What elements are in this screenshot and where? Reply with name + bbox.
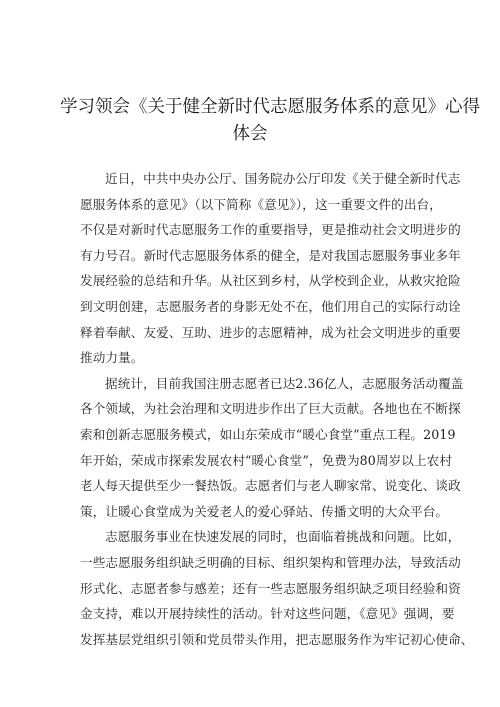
paragraph-line: 年开始，荣成市探索发展农村“暖心食堂”，免费为80周岁以上农村 [80,452,453,468]
paragraph-line: 近日，中共中央办公厅、国务院办公厅印发《关于健全新时代志 [105,171,461,186]
paragraph-line: 发挥基层党组织引领和党员带头作用，把志愿服务作为牢记初心使命、 [80,631,474,647]
document-title-line-1: 学习领会《关于健全新时代志愿服务体系的意见》心得 [60,97,480,117]
paragraph-line: 愿服务体系的意见》（以下简称《意见》），这一重要文件的出台， [80,196,442,212]
paragraph-line: 推动力量。 [80,350,144,366]
paragraph-line: 发展经验的总结和升华。从社区到乡村，从学校到企业，从救灾抢险 [80,273,461,289]
paragraph-line: 有力号召。新时代志愿服务体系的健全，是对我国志愿服务事业多年 [80,247,461,263]
paragraph-line: 金支持，难以开展持续性的活动。针对这些问题，《意见》强调，要 [80,606,455,622]
paragraph-line: 形式化、志愿者参与感差；还有一些志愿服务组织缺乏项目经验和资 [80,580,461,596]
paragraph-line: 索和创新志愿服务模式，如山东荣成市“暖心食堂”重点工程。2019 [80,426,456,442]
paragraph-line: 据统计，目前我国注册志愿者已达2.36亿人，志愿服务活动覆盖 [105,375,464,391]
paragraph-line: 一些志愿服务组织缺乏明确的目标、组织架构和管理办法，导致活动 [80,554,461,570]
paragraph-2 [80,371,464,525]
document-body [80,166,474,652]
paragraph-line: 老人每天提供至少一餐热饭。志愿者们与老人聊家常、说变化、谈政 [80,478,461,494]
paragraph-line: 到文明创建，志愿服务者的身影无处不在，他们用自己的实际行动诠 [80,298,461,314]
paragraph-line: 释着奉献、友爱、互助、进步的志愿精神，成为社会文明进步的重要 [80,324,461,340]
paragraph-1 [80,166,461,371]
paragraph-line: 策，让暖心食堂成为关爱老人的爱心驿站、传播文明的大众平台。 [80,503,449,519]
paragraph-3 [80,524,474,652]
paragraph-line: 志愿服务事业在快速发展的同时，也面临着挑战和问题。比如， [105,529,461,545]
paragraph-line: 各个领域，为社会治理和文明进步作出了巨大贡献。各地也在不断探 [80,401,461,417]
paragraph-line: 不仅是对新时代志愿服务工作的重要指导，更是推动社会文明进步的 [80,222,461,238]
document-title-line-2: 体会 [232,124,268,144]
